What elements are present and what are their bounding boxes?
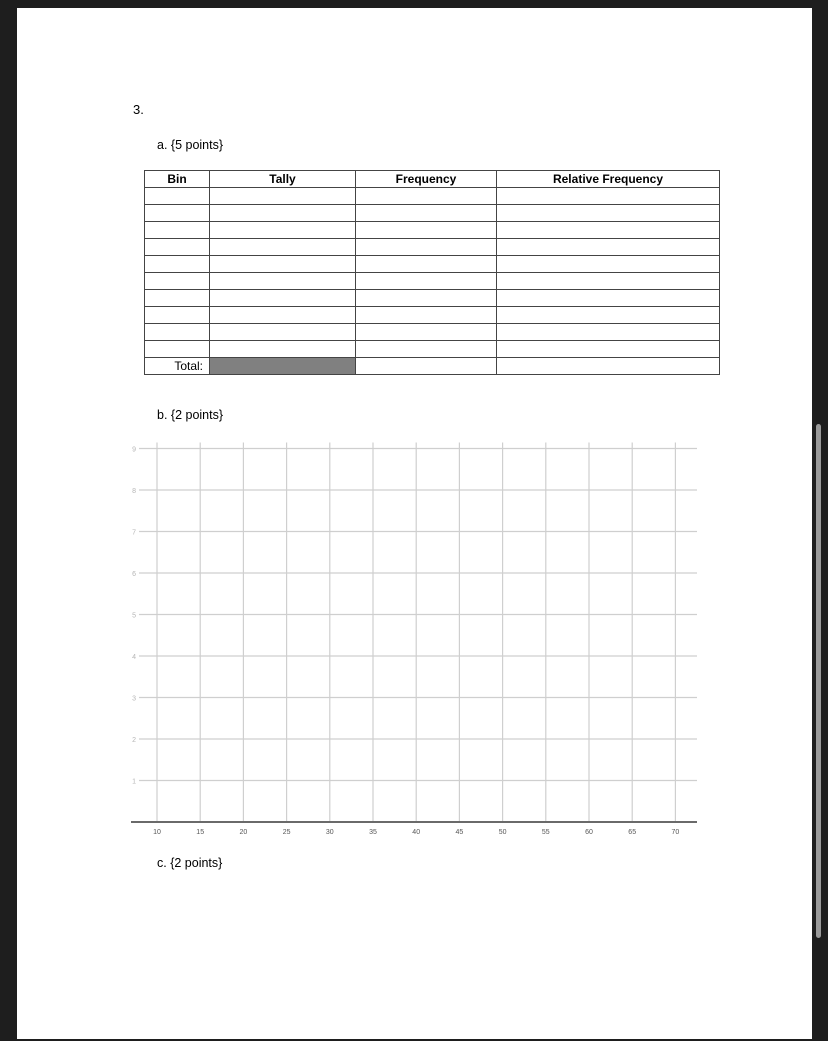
total-label: Total:	[145, 358, 210, 375]
document-page	[17, 8, 812, 1039]
y-tick-label: 6	[132, 571, 136, 578]
y-tick-label: 3	[132, 695, 136, 703]
x-tick-label: 60	[585, 829, 593, 836]
question-number: 3.	[133, 102, 144, 117]
y-tick-label: 2	[132, 737, 136, 744]
x-tick-label: 65	[628, 829, 637, 836]
x-tick-label: 55	[541, 829, 550, 836]
x-tick-label: 30	[325, 829, 334, 836]
x-tick-label: 10	[153, 829, 161, 836]
y-tick-label: 4	[132, 654, 136, 661]
header-relative-frequency: Relative Frequency	[497, 171, 720, 188]
x-tick-label: 20	[239, 829, 248, 836]
part-c-label: c. {2 points}	[157, 856, 223, 870]
x-tick-label: 35	[369, 829, 377, 836]
header-tally: Tally	[210, 171, 356, 188]
y-tick-label: 1	[132, 778, 136, 786]
x-tick-label: 45	[455, 829, 464, 836]
vertical-scrollbar[interactable]	[816, 424, 821, 938]
x-tick-label: 15	[196, 829, 205, 836]
x-tick-label: 25	[282, 829, 291, 836]
header-frequency: Frequency	[356, 171, 497, 188]
header-bin: Bin	[145, 171, 210, 188]
y-tick-label: 8	[132, 488, 136, 495]
x-tick-label: 50	[498, 829, 507, 836]
blank-graph-grid	[17, 8, 812, 838]
y-tick-label: 5	[132, 612, 136, 620]
x-tick-label: 70	[671, 829, 680, 836]
y-tick-label: 7	[132, 529, 136, 537]
y-tick-label: 9	[132, 446, 136, 454]
x-tick-label: 40	[412, 829, 421, 836]
part-b-label: b. {2 points}	[157, 408, 224, 422]
part-a-label: a. {5 points}	[157, 138, 224, 152]
